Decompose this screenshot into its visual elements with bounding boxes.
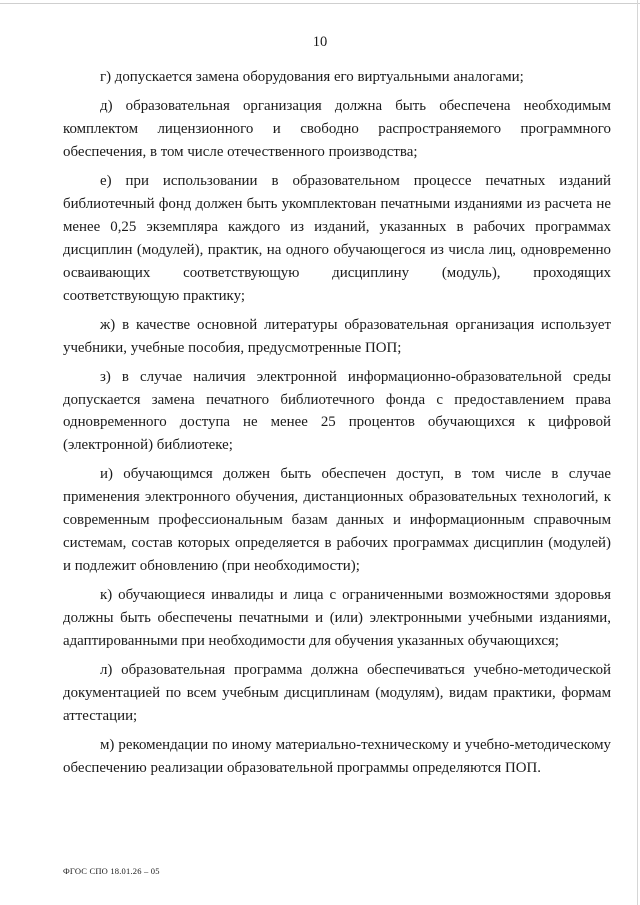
paragraph-g: г) допускается замена оборудования его виртуальными аналогами; <box>100 69 524 85</box>
document-footer-code: ФГОС СПО 18.01.26 – 05 <box>63 866 160 876</box>
page-number: 10 <box>312 34 328 50</box>
document-body <box>63 66 611 780</box>
paragraph-d: д) образовательная организация должна быть обеспечена необходимым комплектом лицензионного и свободно распространяемого программного обеспечения, в том числе отечественного производства; <box>63 98 611 160</box>
paragraph-zh: ж) в качестве основной литературы образовательная организация использует учебники, учебные пособия, предусмотренные ПОП; <box>63 316 611 356</box>
paragraph-e: е) при использовании в образовательном процессе печатных изданий библиотечный фонд должен быть укомплектован печатными изданиями из расчета не менее 0,25 экземпляра каждого из изданий, указанных в рабочих программах дисциплин (модулей), практик, на одного обучающегося из числа лиц, одновременно осваивающих соответствующую дисциплину (модуль), проходящих соответствующую практику; <box>63 173 611 304</box>
top-edge-line <box>0 3 640 4</box>
paragraph-k: к) обучающиеся инвалиды и лица с ограниченными возможностями здоровья должны быть обеспечены печатными и (или) электронными учебными изданиями, адаптированными при необходимости для обучения указанных обучающихся; <box>63 587 611 649</box>
paragraph-i: и) обучающимся должен быть обеспечен доступ, в том числе в случае применения электронного обучения, дистанционных образовательных технологий, к современным профессиональным базам данных и информационным справочным системам, состав которых определяется в рабочих программах дисциплин (модулей) и подлежит обновлению (при необходимости); <box>63 466 611 575</box>
right-edge-line <box>637 0 638 905</box>
paragraph-m: м) рекомендации по иному материально-техническому и учебно-методическому обеспечению реализации образовательной программы определяются ПОП. <box>63 736 611 776</box>
paragraph-z: з) в случае наличия электронной информационно-образовательной среды допускается замена печатного библиотечного фонда с предоставлением права одновременного доступа не менее 25 процентов обучающихся к цифровой (электронной) библиотеке; <box>63 368 611 454</box>
paragraph-l: л) образовательная программа должна обеспечиваться учебно-методической документацией по всем учебным дисциплинам (модулям), видам практики, формам аттестации; <box>63 662 611 724</box>
